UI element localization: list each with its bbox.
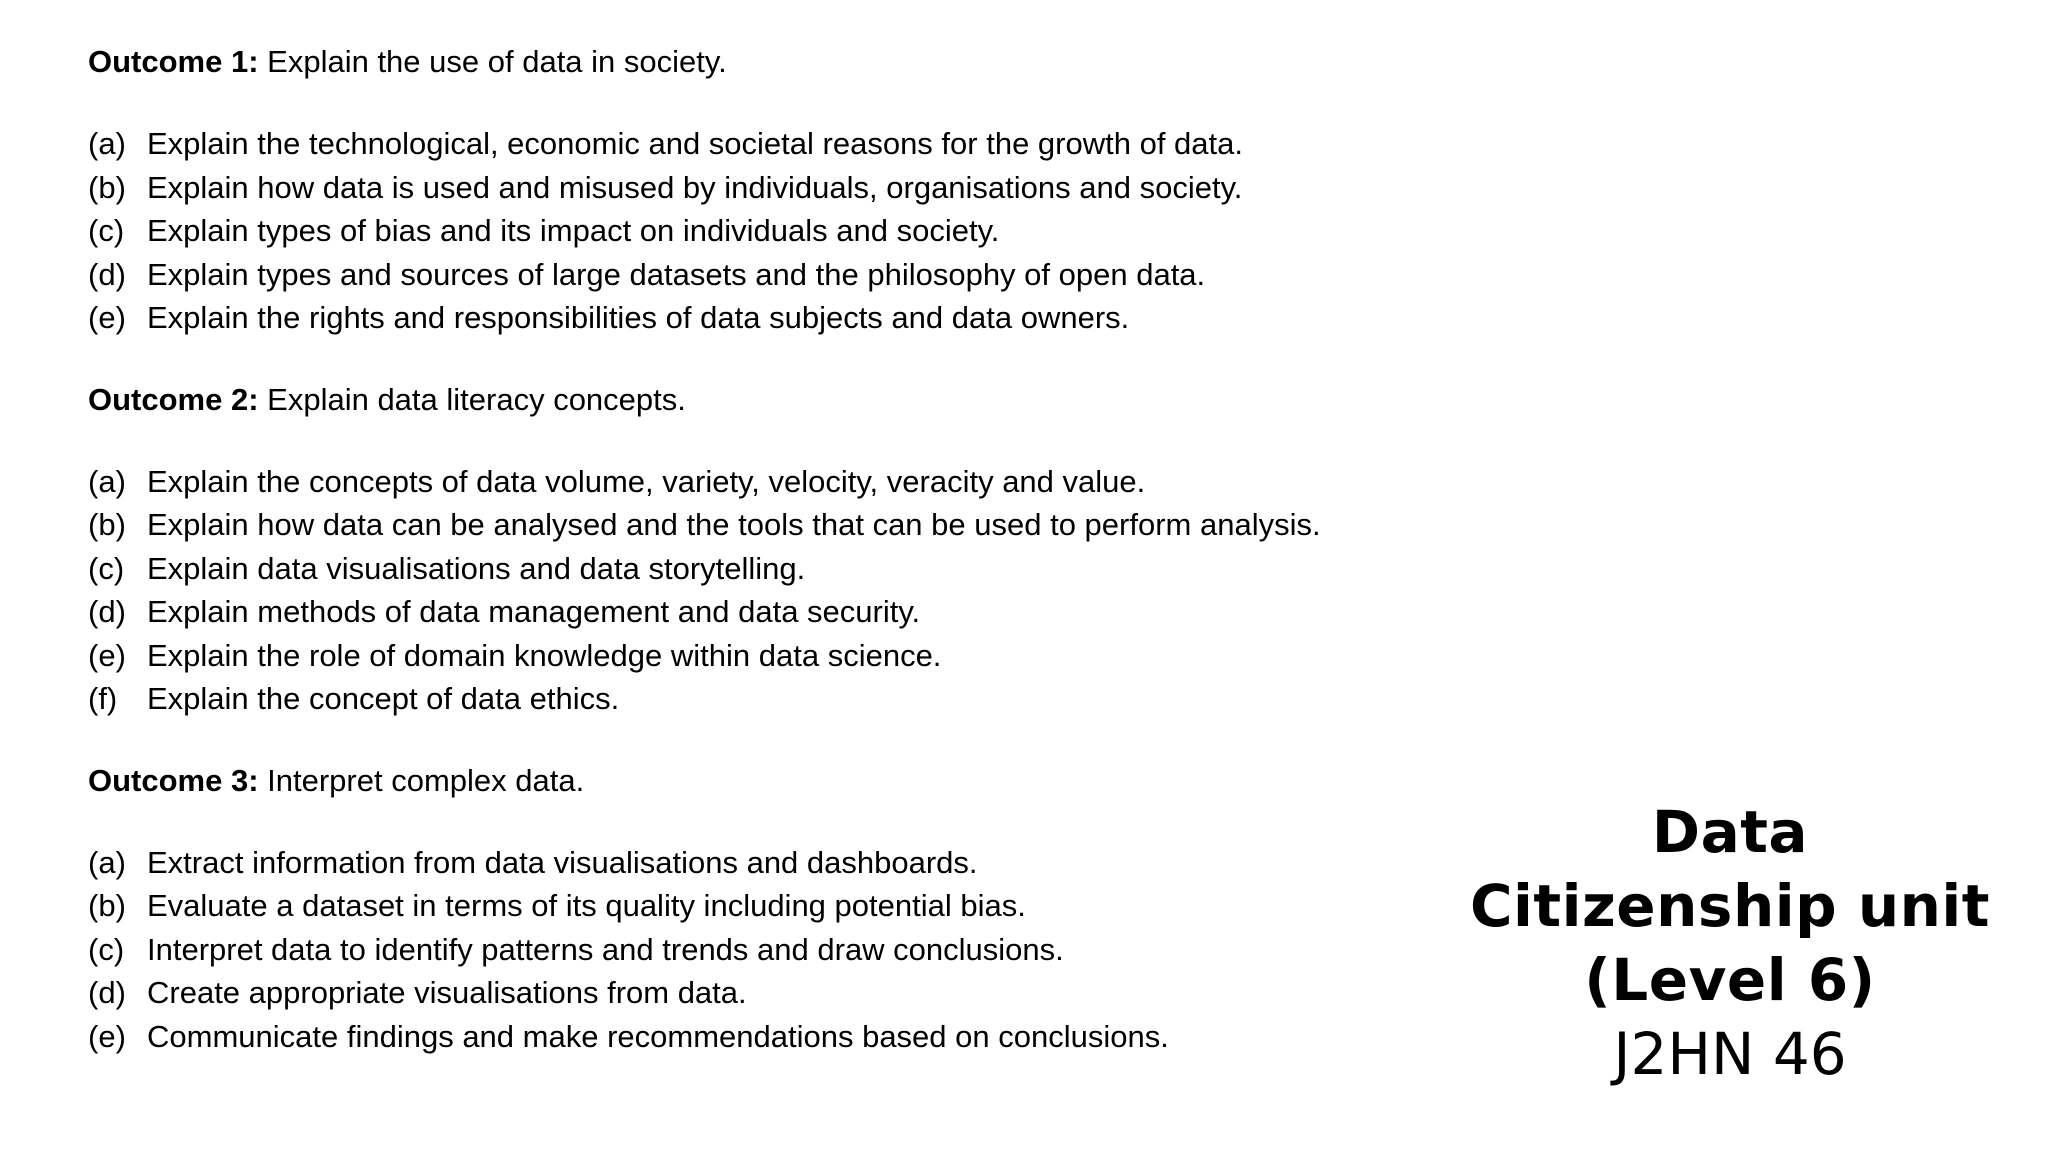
list-item [88,209,1488,253]
unit-title-block [1440,795,2020,1091]
list-item-text: Evaluate a dataset in terms of its quality including potential bias. [147,888,1026,923]
criteria-list [88,122,1488,340]
list-item [88,884,1488,928]
outcome-title: Explain the use of data in society. [267,44,727,79]
list-item-text: Explain methods of data management and data security. [147,594,921,629]
outcome-label: Outcome 1: [88,44,259,79]
list-item-text: Explain the rights and responsibilities of data subjects and data owners. [147,300,1130,335]
list-marker: (d) [88,256,126,292]
list-item-text: Explain the concept of data ethics. [147,681,620,716]
list-item [88,460,1488,504]
list-item [88,971,1488,1015]
unit-level: (Level 6) [1584,946,1876,1014]
list-item [88,253,1488,297]
unit-code: J2HN 46 [1613,1020,1847,1088]
outcome-3 [88,759,1488,1059]
outcome-title: Interpret complex data. [267,762,585,798]
list-item-text: Explain the role of domain knowledge within data science. [147,637,942,673]
list-item-text: Communicate findings and make recommendations based on conclusions. [147,1018,1169,1054]
outcome-label: Outcome 2: [88,381,259,417]
list-marker: (d) [88,975,126,1010]
outcome-heading [88,40,1488,84]
list-item [88,547,1488,591]
list-item [88,503,1488,547]
outcome-heading [88,378,1488,422]
list-marker: (d) [88,594,126,629]
criteria-list [88,460,1488,721]
list-item [88,634,1488,678]
list-item-text: Explain types of bias and its impact on individuals and society. [147,213,1000,248]
list-item-text: Explain data visualisations and data storytelling. [147,550,806,586]
list-marker: (e) [88,1018,126,1054]
outcome-2 [88,378,1488,721]
list-item [88,841,1488,885]
outcomes-list [88,40,1488,1096]
list-item [88,1015,1488,1059]
list-marker: (b) [88,507,126,542]
list-marker: (c) [88,213,125,248]
list-item [88,296,1488,340]
list-item [88,677,1488,721]
list-item-text: Create appropriate visualisations from data. [147,975,747,1010]
list-marker: (b) [88,888,126,923]
list-item [88,928,1488,972]
list-marker: (f) [88,681,118,716]
outcome-heading [88,759,1488,803]
list-item [88,122,1488,166]
unit-title-line: Data [1651,798,1809,866]
list-item-text: Explain how data can be analysed and the tools that can be used to perform analysis. [147,507,1321,542]
list-marker: (e) [88,300,126,335]
outcome-title: Explain data literacy concepts. [267,381,686,417]
list-item-text: Explain types and sources of large datasets and the philosophy of open data. [147,256,1206,292]
list-item-text: Explain how data is used and misused by individuals, organisations and society. [147,169,1243,205]
outcome-1 [88,40,1488,340]
list-marker: (a) [88,844,126,880]
list-marker: (b) [88,169,126,205]
criteria-list [88,841,1488,1059]
list-marker: (a) [88,463,126,499]
outcome-label: Outcome 3: [88,762,259,798]
list-item [88,166,1488,210]
unit-title-line: Citizenship unit [1469,872,1991,940]
list-item-text: Extract information from data visualisations and dashboards. [147,844,978,880]
list-item-text: Explain the concepts of data volume, variety, velocity, veracity and value. [147,463,1146,499]
list-marker: (e) [88,637,126,673]
list-item [88,590,1488,634]
list-marker: (a) [88,126,126,161]
list-item-text: Explain the technological, economic and societal reasons for the growth of data. [147,126,1243,161]
list-item-text: Interpret data to identify patterns and trends and draw conclusions. [147,931,1064,967]
list-marker: (c) [88,931,125,967]
list-marker: (c) [88,550,125,586]
